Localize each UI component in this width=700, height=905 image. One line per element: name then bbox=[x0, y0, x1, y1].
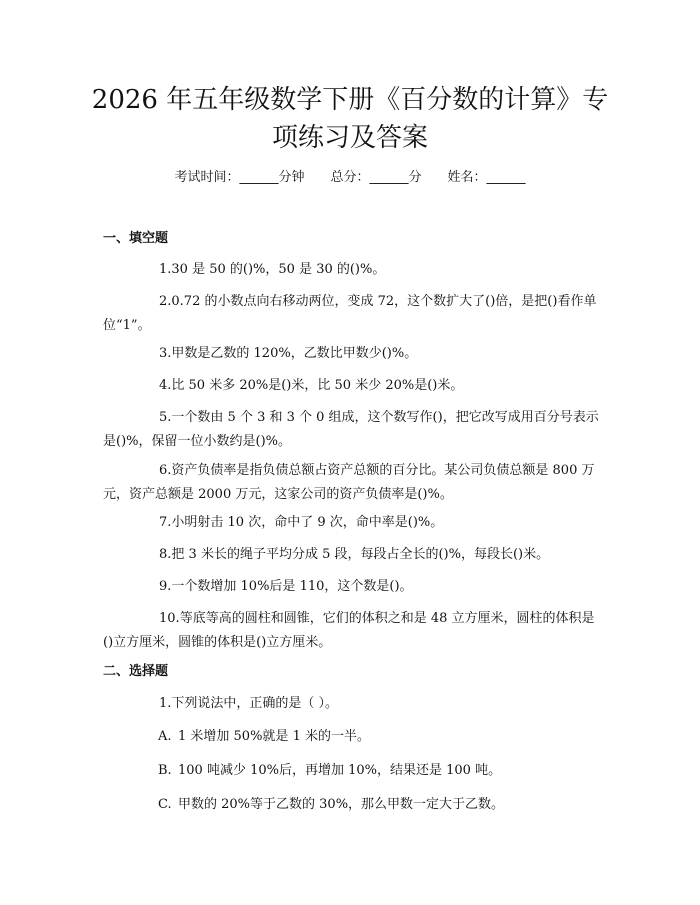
option-text: 100 吨减少 10%后，再增加 10%，结果还是 100 吨。 bbox=[178, 763, 502, 778]
exam-time-field: 考试时间：______分钟 bbox=[174, 170, 305, 185]
option-letter: A. bbox=[158, 729, 172, 744]
question-text: 等底等高的圆柱和圆锥，它们的体积之和是 48 立方厘米，圆柱的体积是()立方厘米，圆锥的体积是()立方厘米。 bbox=[103, 611, 595, 650]
question-text: 甲数是乙数的 120%，乙数比甲数少()%。 bbox=[171, 346, 418, 361]
question-item bbox=[103, 374, 603, 398]
question-number: 9. bbox=[159, 579, 172, 594]
choice-option-c bbox=[158, 794, 608, 816]
page-title-line-2: 项练习及答案 bbox=[271, 123, 428, 153]
question-item bbox=[103, 258, 603, 282]
option-text: 甲数的 20%等于乙数的 30%，那么甲数一定大于乙数。 bbox=[178, 797, 505, 812]
option-letter: B. bbox=[158, 763, 172, 778]
question-text: 0.72 的小数点向右移动两位，变成 72，这个数扩大了()倍，是把()看作单位“1”。 bbox=[103, 294, 597, 333]
total-score-field: 总分：______分 bbox=[330, 170, 422, 185]
page-title-line-1: 2026 年五年级数学下册《百分数的计算》专 bbox=[91, 85, 609, 115]
question-number: 6. bbox=[159, 463, 172, 478]
question-text: 把 3 米长的绳子平均分成 5 段，每段占全长的()%，每段长()米。 bbox=[171, 547, 550, 562]
option-text: 1 米增加 50%就是 1 米的一半。 bbox=[178, 729, 370, 744]
question-item bbox=[103, 290, 603, 338]
question-text: 30 是 50 的()%，50 是 30 的()%。 bbox=[171, 262, 386, 277]
option-letter: C. bbox=[158, 797, 172, 812]
question-item bbox=[103, 459, 603, 507]
choice-option-b bbox=[158, 760, 608, 782]
question-number: 5. bbox=[159, 410, 172, 425]
exam-meta bbox=[0, 168, 700, 188]
question-number: 10. bbox=[159, 611, 180, 626]
question-item bbox=[103, 692, 603, 716]
question-number: 4. bbox=[159, 378, 172, 393]
student-name-field: 姓名：______ bbox=[447, 170, 526, 185]
question-item bbox=[103, 511, 603, 535]
question-item bbox=[103, 406, 603, 454]
question-text: 一个数由 5 个 3 和 3 个 0 组成，这个数写作()，把它改写成用百分号表示是()%，保留一位小数约是()%。 bbox=[103, 410, 599, 449]
question-number: 1. bbox=[159, 262, 172, 277]
question-number: 7. bbox=[159, 515, 172, 530]
question-number: 8. bbox=[159, 547, 172, 562]
question-item bbox=[103, 543, 603, 567]
question-text: 一个数增加 10%后是 110，这个数是()。 bbox=[171, 579, 413, 594]
question-text: 小明射击 10 次，命中了 9 次，命中率是()%。 bbox=[171, 515, 444, 530]
question-text: 比 50 米多 20%是()米，比 50 米少 20%是()米。 bbox=[171, 378, 464, 393]
question-item bbox=[103, 575, 603, 599]
question-text: 资产负债率是指负债总额占资产总额的百分比。某公司负债总额是 800 万元，资产总额是 2000 万元，这家公司的资产负债率是()%。 bbox=[103, 463, 595, 502]
section-heading-fill-blank: 一、填空题 bbox=[103, 231, 169, 246]
section-heading-multiple-choice: 二、选择题 bbox=[103, 664, 169, 679]
question-item bbox=[103, 607, 603, 655]
choice-option-a bbox=[158, 726, 608, 748]
question-number: 2. bbox=[159, 294, 172, 309]
question-number: 3. bbox=[159, 346, 172, 361]
question-item bbox=[103, 342, 603, 366]
question-text: 下列说法中，正确的是（ ）。 bbox=[171, 696, 339, 711]
question-number: 1. bbox=[159, 696, 172, 711]
